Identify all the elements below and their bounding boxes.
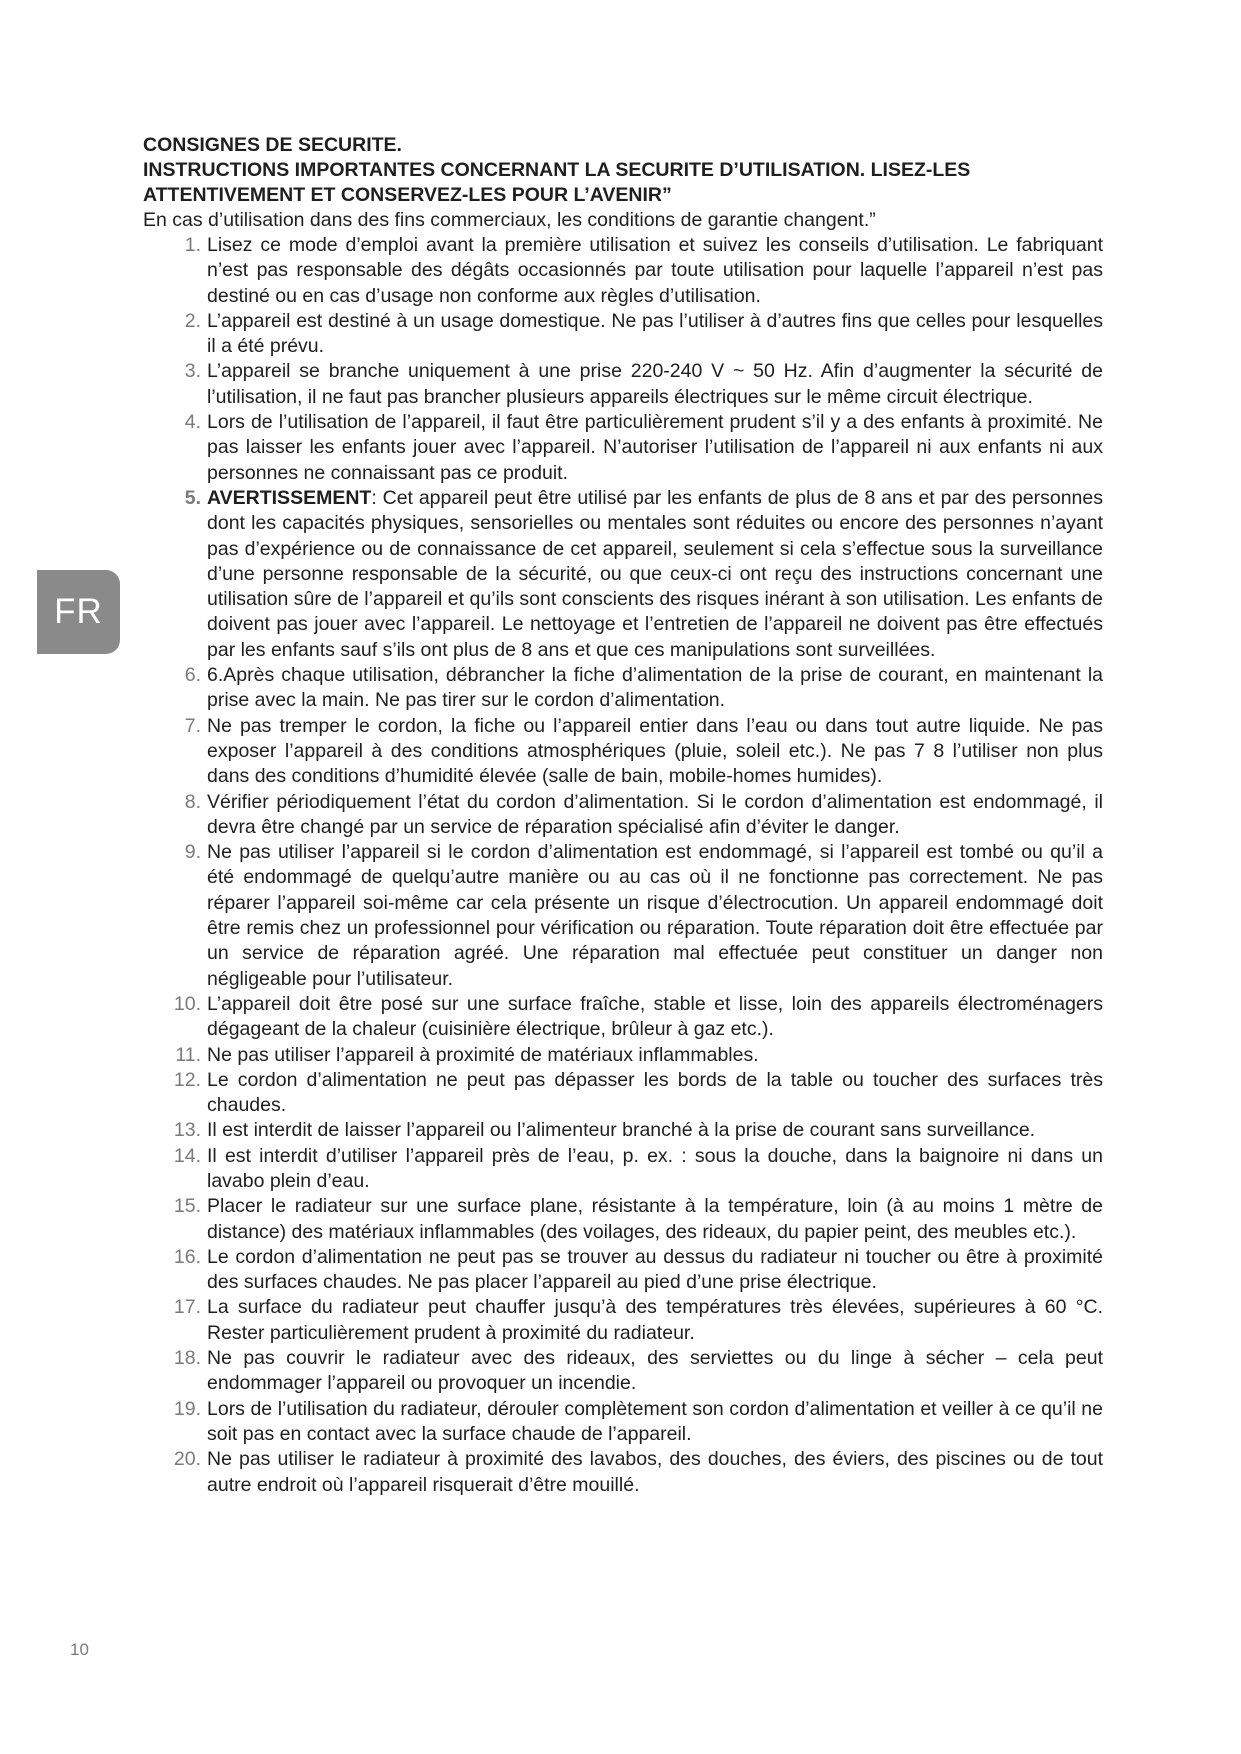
item-text: Ne pas utiliser l’appareil si le cordon d’alimentation est endommagé, si l’appareil est tombé ou qu’il a été endommagé de quelqu’autre manière ou au cas où il ne fonctionne pas correctement. Ne pas réparer l’appareil soi-même car cela présente un risque d’électrocution. Un appareil endommagé doit être remis chez un professionnel pour vérification ou réparation. Toute réparation doit être effectuée par un service de réparation agréé. Une réparation mal effectuée peut constituer un danger non négligeable pour l’utilisateur.	[207, 841, 1103, 990]
item-text: Lors de l’utilisation de l’appareil, il faut être particulièrement prudent s’il y a des enfants à proximité. Ne pas laisser les enfants jouer avec l’appareil. N’autoriser l’utilisation de l’appareil ni aux enfants ni aux personnes ne connaissant pas ce produit.	[207, 411, 1103, 484]
list-item	[143, 1043, 1103, 1068]
item-text: L’appareil doit être posé sur une surface fraîche, stable et lisse, loin des appareils électroménagers dégageant de la chaleur (cuisinière électrique, brûleur à gaz etc.).	[207, 992, 1103, 1041]
rules-list	[143, 233, 1103, 1498]
item-text: Lors de l’utilisation du radiateur, dérouler complètement son cordon d’alimentation et veiller à ce qu’il ne soit pas en contact avec la surface chaude de l’appareil.	[207, 1397, 1103, 1445]
item-text: Placer le radiateur sur une surface plane, résistante à la température, loin (à au moins 1 mètre de distance) des matériaux inflammables (des voilages, des rideaux, du papier peint, des meubles etc.).	[207, 1195, 1103, 1243]
item-text: Le cordon d’alimentation ne peut pas dépasser les bords de la table ou toucher des surfaces très chaudes.	[207, 1068, 1103, 1117]
list-item	[143, 1245, 1103, 1296]
item-text: Ne pas tremper le cordon, la fiche ou l’appareil entier dans l’eau ou dans tout autre liquide. Ne pas exposer l’appareil à des conditions atmosphériques (pluie, soleil etc.). Ne pas 7 8 l’utiliser non plus dans des conditions d’humidité élevée (salle de bain, mobile-homes humides).	[207, 714, 1103, 788]
list-item	[143, 309, 1103, 360]
item-text: Ne pas utiliser le radiateur à proximité des lavabos, des douches, des éviers, des piscines ou de tout autre endroit où l’appareil risquerait d’être mouillé.	[207, 1448, 1103, 1496]
list-item	[143, 840, 1103, 992]
warning-label: AVERTISSEMENT	[207, 486, 372, 509]
list-item-warning	[143, 486, 1103, 663]
item-text: L’appareil est destiné à un usage domestique. Ne pas l’utiliser à d’autres fins que celles pour lesquelles il a été prévu.	[207, 309, 1103, 358]
item-number: 1.	[184, 234, 201, 256]
item-number: 19.	[173, 1397, 201, 1420]
item-number: 7.	[184, 714, 201, 737]
item-number: 14.	[173, 1144, 201, 1167]
list-item	[143, 714, 1103, 790]
item-text: Ne pas couvrir le radiateur avec des rideaux, des serviettes ou du linge à sécher – cela peut endommager l’appareil ou provoquer un incendie.	[207, 1347, 1103, 1395]
item-number: 18.	[173, 1347, 201, 1370]
list-item	[143, 359, 1103, 410]
item-number: 9.	[184, 841, 201, 864]
list-item	[143, 1397, 1103, 1448]
item-text: Vérifier périodiquement l’état du cordon d’alimentation. Si le cordon d’alimentation est endommagé, il devra être changé par un service de réparation spécialisé afin d’éviter le danger.	[207, 790, 1103, 838]
list-item	[143, 790, 1103, 841]
item-number: 10.	[173, 992, 201, 1015]
list-item	[143, 410, 1103, 486]
item-text: Le cordon d’alimentation ne peut pas se trouver au dessus du radiateur ni toucher ou être à proximité des surfaces chaudes. Ne pas placer l’appareil au pied d’une prise électrique.	[207, 1245, 1103, 1294]
language-tab-label: FR	[54, 592, 103, 631]
list-item	[143, 1447, 1103, 1498]
item-number: 20.	[173, 1448, 201, 1471]
item-number: 17.	[173, 1296, 201, 1319]
list-item	[143, 1295, 1103, 1346]
item-number: 5.	[184, 486, 201, 509]
safety-instructions	[143, 133, 1103, 1498]
item-number: 13.	[173, 1119, 201, 1142]
section-title: CONSIGNES DE SECURITE.	[143, 134, 402, 156]
intro-text: En cas d’utilisation dans des fins commerciaux, les conditions de garantie changent.”	[143, 209, 876, 231]
item-number: 12.	[173, 1068, 201, 1091]
item-text: Ne pas utiliser l’appareil à proximité de matériaux inflammables.	[207, 1043, 759, 1066]
item-text: : Cet appareil peut être utilisé par les enfants de plus de 8 ans et par des personnes dont les capacités physiques, sensorielles ou mentales sont réduites ou encore des personnes n’ayant pas d’expérience ou de connaissance de cet appareil, seulement si cela s’effectue sous la surveillance d’une personne responsable de la sécurité, ou que ceux-ci ont reçu des instructions concernant une utilisation sûre de l’appareil et qu’ils sont conscients des risques inérant à son utilisation. Les enfants de doivent pas jouer avec l’appareil. Le nettoyage et l’entretien de l’appareil ne doivent pas être effectués par les enfants sauf s’ils ont plus de 8 ans et que ces manipulations sont surveillées.	[207, 486, 1103, 661]
item-number: 8.	[184, 790, 201, 813]
item-text: 6.Après chaque utilisation, débrancher la fiche d’alimentation de la prise de courant, en maintenant la prise avec la main. Ne pas tirer sur le cordon d’alimentation.	[207, 664, 1103, 712]
list-item	[143, 1194, 1103, 1245]
item-number: 4.	[184, 411, 201, 434]
list-item	[143, 233, 1103, 309]
list-item	[143, 1118, 1103, 1143]
item-text: La surface du radiateur peut chauffer jusqu’à des températures très élevées, supérieures à 60 °C. Rester particulièrement prudent à proximité du radiateur.	[207, 1296, 1103, 1344]
item-text: Il est interdit de laisser l’appareil ou l’alimenteur branché à la prise de courant sans surveillance.	[207, 1119, 1036, 1142]
item-number: 11.	[175, 1043, 201, 1066]
list-item	[143, 1346, 1103, 1397]
item-number: 6.	[184, 664, 201, 687]
list-item	[143, 992, 1103, 1043]
list-item	[143, 663, 1103, 714]
item-number: 15.	[173, 1195, 201, 1218]
item-number: 2.	[184, 309, 201, 332]
item-text: Lisez ce mode d’emploi avant la première utilisation et suivez les conseils d’utilisation. Le fabriquant n’est pas responsable des dégâts occasionnés par toute utilisation pour laquelle l’appareil n’est pas destiné ou en cas d’usage non conforme aux règles d’utilisation.	[207, 234, 1103, 307]
language-tab	[37, 570, 120, 654]
list-item	[143, 1144, 1103, 1195]
item-number: 16.	[173, 1245, 201, 1268]
section-subtitle: INSTRUCTIONS IMPORTANTES CONCERNANT LA SECURITE D’UTILISATION. LISEZ-LES ATTENTIVEMENT ET CONSERVEZ-LES POUR L’AVENIR”	[143, 159, 971, 206]
list-item	[143, 1068, 1103, 1119]
item-number: 3.	[184, 360, 201, 383]
item-text: Il est interdit d’utiliser l’appareil près de l’eau, p. ex. : sous la douche, dans la baignoire ni dans un lavabo plein d’eau.	[207, 1144, 1103, 1192]
item-text: L’appareil se branche uniquement à une prise 220-240 V ~ 50 Hz. Afin d’augmenter la sécurité de l’utilisation, il ne faut pas brancher plusieurs appareils électriques sur le même circuit électrique.	[207, 360, 1103, 408]
page-number: 10	[70, 1640, 89, 1659]
